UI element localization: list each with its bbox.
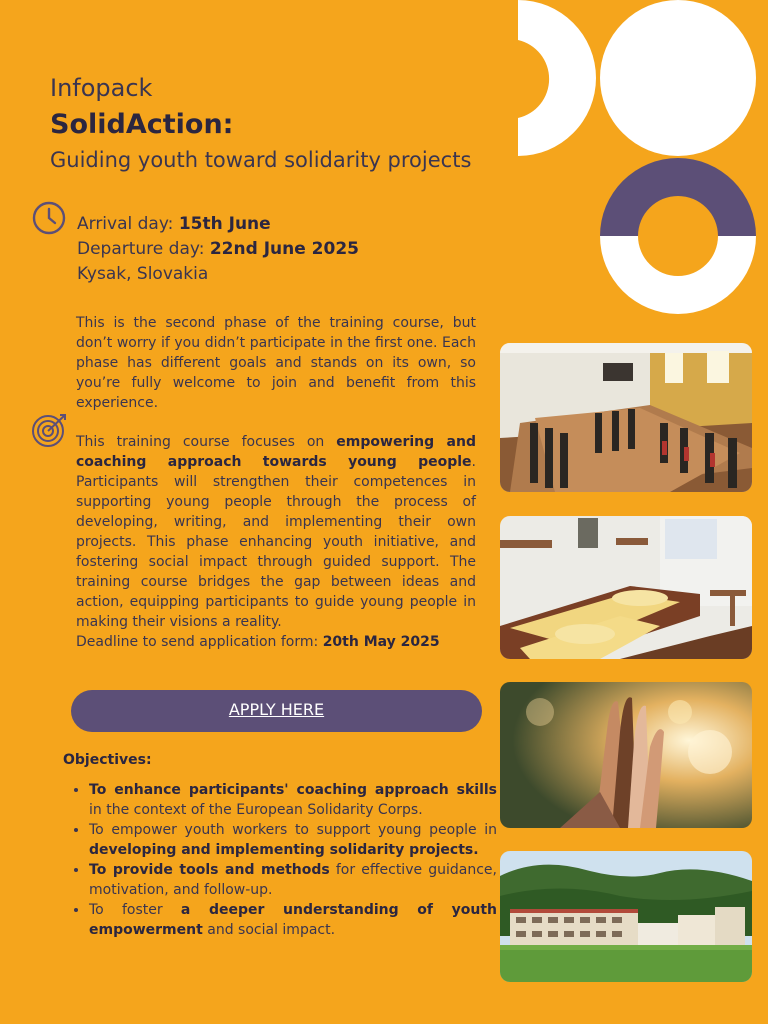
deadline: Deadline to send application form: 20th May 2025	[76, 634, 440, 650]
objective-item: • To empower youth workers to support young people in developing and implementing solidarity projects.	[89, 820, 497, 860]
bedroom-photo	[500, 516, 752, 659]
page-subtitle: Guiding youth toward solidarity projects	[50, 148, 472, 172]
event-location: Kysak, Slovakia	[77, 264, 209, 284]
objectives-list	[74, 780, 497, 940]
infopack-label: Infopack	[50, 74, 153, 102]
hands-photo	[500, 682, 752, 828]
page-title: SolidAction:	[50, 109, 234, 140]
target-icon	[31, 412, 69, 448]
objective-item: • To foster a deeper understanding of youth empowerment and social impact.	[89, 900, 497, 940]
intro-paragraph: This is the second phase of the training course, but don’t worry if you didn’t participate in the first one. Each phase has different goals and stands on its own, so you’re fully welcome to join and benefit from this experience.	[76, 315, 476, 411]
departure-day: Departure day: 22nd June 2025	[77, 239, 359, 259]
focus-paragraph: This training course focuses on empowering and coaching approach towards young people. Participants will strengthen their competences in supporting young people through the process of developing, writing, and implementing their own projects. This phase enhancing youth initiative, and fostering social impact through guided support. The training course bridges the gap between ideas and action, equipping participants to guide young people in making their visions a reality.	[76, 434, 476, 630]
conference-room-photo	[500, 343, 752, 492]
apply-here-button[interactable]: APPLY HERE	[71, 690, 482, 732]
event-dates	[77, 212, 359, 287]
arrival-day: Arrival day: 15th June	[77, 214, 271, 234]
objectives-heading: Objectives:	[63, 752, 152, 768]
objective-item: • To enhance participants' coaching approach skills in the context of the European Solidarity Corps.	[89, 780, 497, 820]
objective-item: • To provide tools and methods for effective guidance, motivation, and follow-up.	[89, 860, 497, 900]
building-photo	[500, 851, 752, 982]
clock-icon	[32, 201, 66, 235]
